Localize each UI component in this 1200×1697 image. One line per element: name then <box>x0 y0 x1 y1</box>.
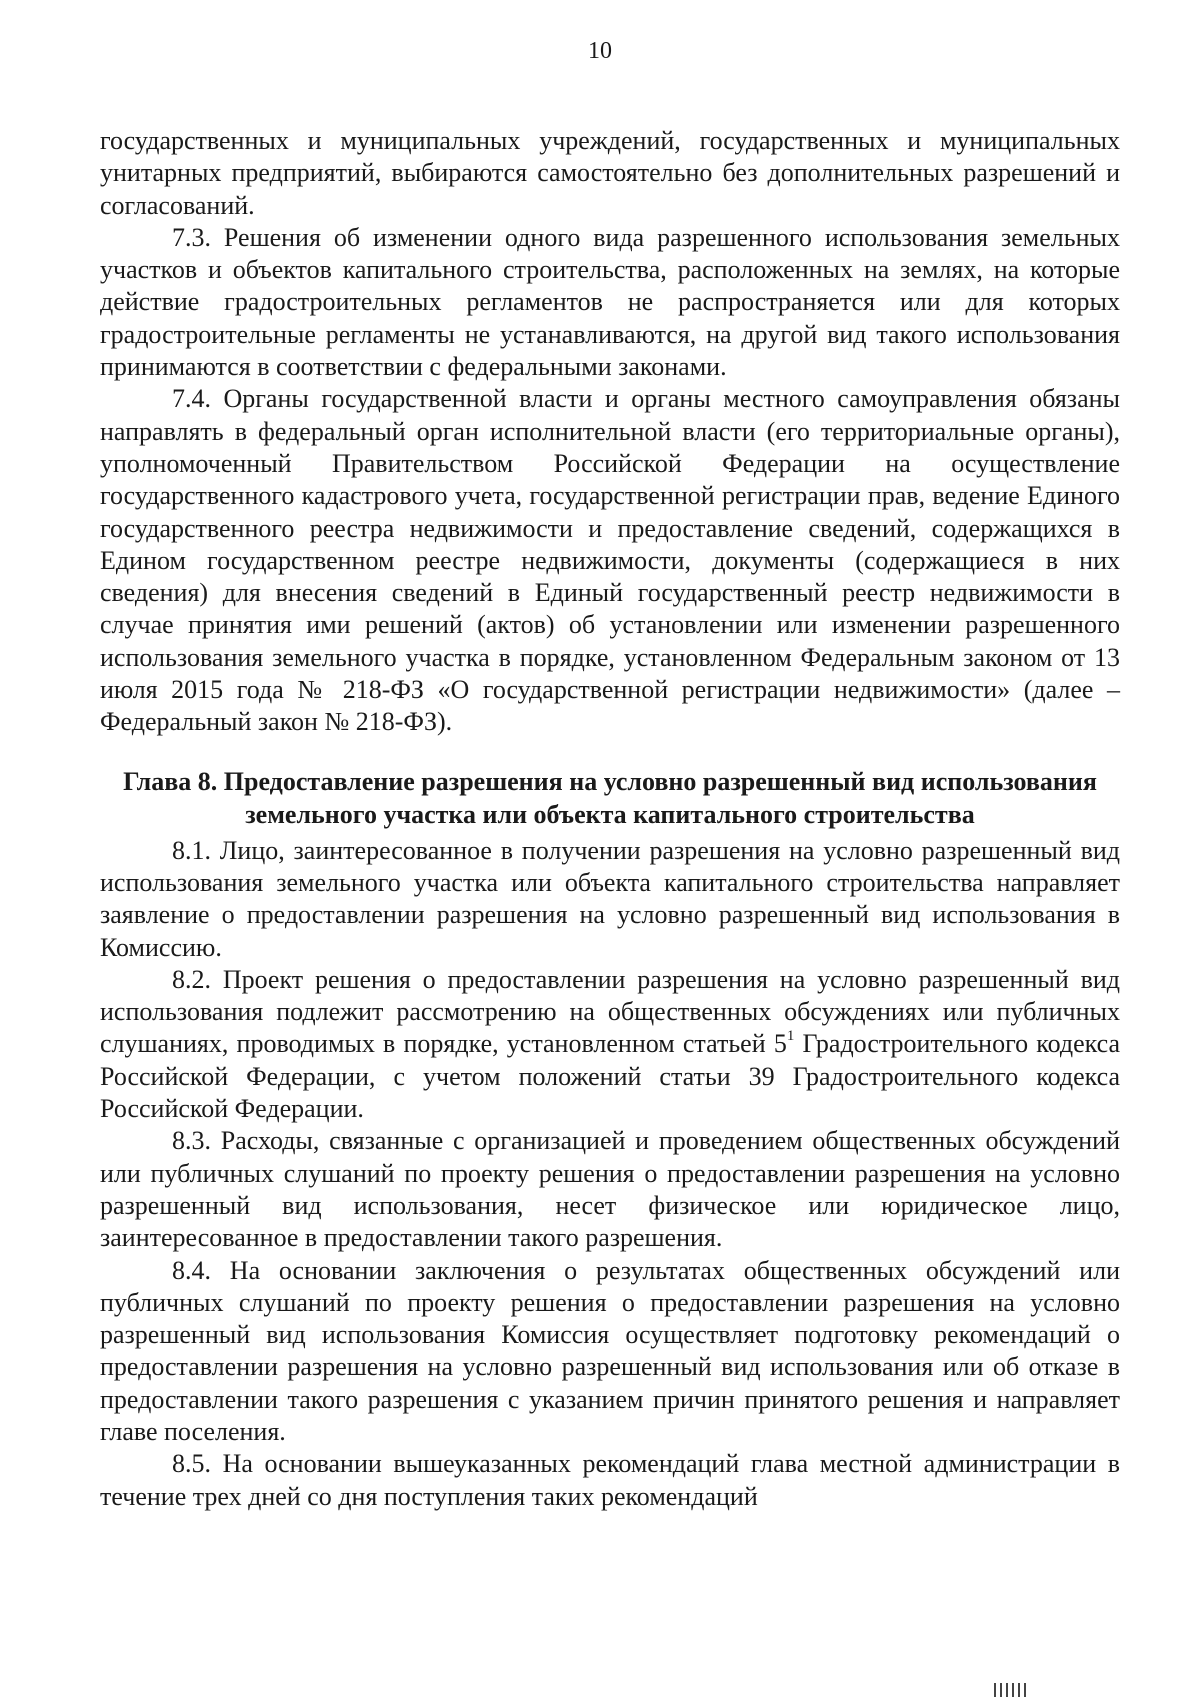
paragraph-continuation: государственных и муниципальных учреждений, государственных и муниципальных унитарных предприятий, выбираются самостоятельно без дополнительных разрешений и согласований. <box>100 126 1120 220</box>
chapter-8-title: Глава 8. Предоставление разрешения на условно разрешенный вид использования земельного участка или объекта капитального строительства <box>123 766 1097 829</box>
page-number: 10 <box>588 38 612 64</box>
document-body <box>100 125 1120 1513</box>
paragraph-8-2 <box>100 964 1120 1125</box>
superscript-mark: 1 <box>786 1028 795 1045</box>
paragraph-8-2-part-b: Градостроительного кодекса Российской Федерации, с учетом положений статьи 39 Градостроительного кодекса Российской Федерации. <box>100 1029 1121 1124</box>
scan-artifact <box>994 1683 1028 1697</box>
paragraph-7-3: 7.3. Решения об изменении одного вида разрешенного использования земельных участков и объектов капитального строительства, расположенных на землях, на которые действие градостроительных регламентов не распространяется или для которых градостроительные регламенты не устанавливаются, на другой вид такого использования принимаются в соответствии с федеральными законами. <box>100 222 1120 382</box>
paragraph-8-2-part-a: 8.2. Проект решения о предоставлении разрешения на условно разрешенный вид использования подлежит рассмотрению на общественных обсуждениях или публичных слушаниях, проводимых в порядке, установленном статьей 5 <box>100 964 1120 1059</box>
paragraph-8-3: 8.3. Расходы, связанные с организацией и проведением общественных обсуждений или публичных слушаний по проекту решения о предоставлении разрешения на условно разрешенный вид использования, несет физическое или юридическое лицо, заинтересованное в предоставлении такого разрешения. <box>100 1126 1120 1253</box>
paragraph-8-5: 8.5. На основании вышеуказанных рекомендаций глава местной администрации в течение трех дней со дня поступления таких рекомендаций <box>100 1449 1120 1511</box>
paragraph-7-4: 7.4. Органы государственной власти и органы местного самоуправления обязаны направлять в федеральный орган исполнительной власти (его территориальные органы), уполномоченный Правительством Российской Федерации на осуществление государственного кадастрового учета, государственной регистрации прав, ведение Единого государственного реестра недвижимости и предоставление сведений, содержащихся в Едином государственном реестре недвижимости, документы (содержащиеся в них сведения) для внесения сведений в Единый государственный реестр недвижимости в случае принятия ими решений (актов) об установлении или изменении разрешенного использования земельного участка в порядке, установленном Федеральным законом от 13 июля 2015 года № 218-ФЗ «О государственной регистрации недвижимости» (далее – Федеральный закон № 218-ФЗ). <box>100 384 1120 737</box>
paragraph-8-1: 8.1. Лицо, заинтересованное в получении разрешения на условно разрешенный вид использования земельного участка или объекта капитального строительства направляет заявление о предоставлении разрешения на условно разрешенный вид использования в Комиссию. <box>100 835 1120 962</box>
paragraph-8-4: 8.4. На основании заключения о результатах общественных обсуждений или публичных слушаний по проекту решения о предоставлении разрешения на условно разрешенный вид использования Комиссия осуществляет подготовку рекомендаций о предоставлении разрешения на условно разрешенный вид использования или об отказе в предоставлении такого разрешения с указанием причин принятого решения и направляет главе поселения. <box>100 1255 1120 1446</box>
